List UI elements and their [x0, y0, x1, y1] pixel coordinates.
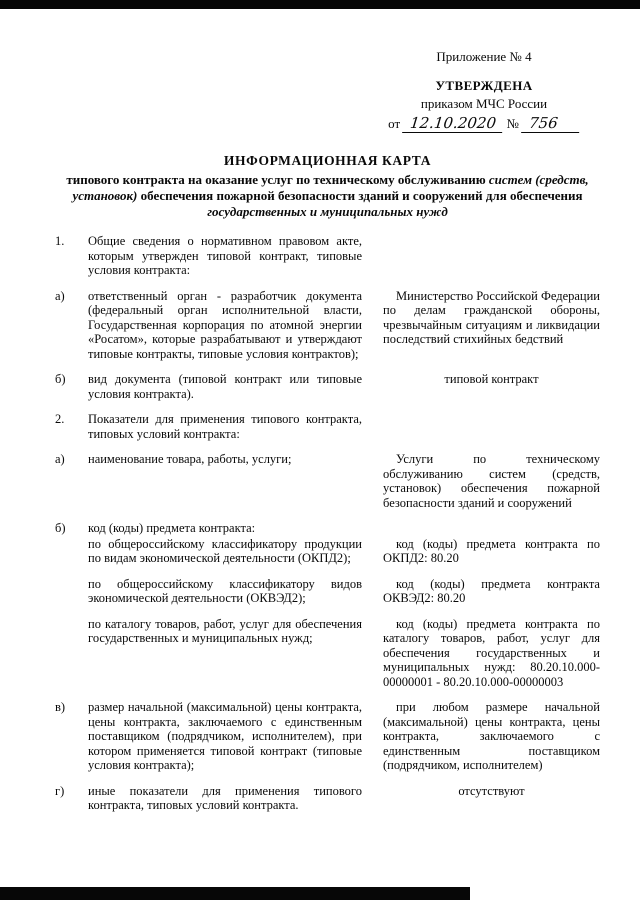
subtitle-part-2: обеспечения пожарной безопасности зданий и сооружений для обеспечения — [137, 188, 583, 203]
row-right-text: Министерство Российской Федерации по делам гражданской обороны, чрезвычайным ситуациям и ликвидации последствий стихийных бедствий — [383, 288, 600, 346]
order-date-handwritten: 12.10.2020 — [403, 116, 505, 133]
row-2a — [55, 452, 600, 510]
approved-by-line: приказом МЧС России — [420, 96, 548, 111]
order-number-handwritten: 756 — [521, 116, 580, 133]
row-1a — [55, 289, 600, 362]
annex-label: Приложение № 4 — [436, 49, 532, 64]
row-marker: а) — [55, 288, 65, 303]
row-2b-head — [55, 521, 600, 536]
subtitle-part-1: типового контракта на оказание услуг по техническому обслуживанию — [66, 172, 489, 187]
row-right-text: типовой контракт — [444, 372, 539, 386]
row-left-text: по общероссийскому классификатору продукции по видам экономической деятельности (ОКПД2); — [88, 536, 362, 565]
row-2v — [55, 700, 600, 773]
row-marker: б) — [55, 372, 66, 386]
row-marker: б) — [55, 521, 66, 535]
row-right-text: код (коды) предмета контракта по каталогу товаров, работ, услуг для обеспечения государственных и муниципальных нужд: 80.20.10.000-00000001 - 80.20.10.000-00000003 — [383, 616, 600, 689]
row-left-text: по общероссийскому классификатору видов экономической деятельности (ОКВЭД2); — [88, 576, 362, 605]
row-left-text: иные показатели для применения типового контракта, типовых условий контракта. — [88, 783, 362, 812]
row-2b-okpd2 — [55, 537, 600, 566]
row-marker: 2. — [55, 412, 65, 426]
row-left-text: вид документа (типовой контракт или типовые условия контракта). — [88, 372, 362, 401]
row-right-text: код (коды) предмета контракта по ОКПД2: 80.20 — [383, 536, 600, 565]
row-marker: а) — [55, 452, 65, 466]
row-right-text: Услуги по техническому обслуживанию систем (средств, установок) обеспечения пожарной безопасности зданий и сооружений — [383, 452, 600, 510]
row-section-2 — [55, 412, 600, 441]
row-2b-okved2 — [55, 577, 600, 606]
row-right-text: при любом размере начальной (максимальной) цены контракта, цены контракта, заключаемого с единственным поставщиком (подрядчиком, исполнителем) — [383, 700, 600, 772]
document-title: ИНФОРМАЦИОННАЯ КАРТА — [223, 153, 432, 168]
row-2g — [55, 784, 600, 813]
row-left-text: Показатели для применения типового контракта, типовых условий контракта: — [88, 412, 362, 441]
row-section-1 — [55, 234, 600, 278]
scan-artifact-bottom-bar — [0, 887, 470, 900]
row-2b-catalog — [55, 617, 600, 690]
row-marker: в) — [55, 700, 66, 714]
subtitle-italic-1: систем (средств, установок) — [72, 172, 589, 203]
row-1b — [55, 372, 600, 401]
number-sign: № — [506, 116, 519, 131]
approved-label: УТВЕРЖДЕНА — [435, 78, 533, 93]
order-date-line — [368, 115, 600, 133]
from-label: от — [388, 116, 401, 131]
row-left-text: по каталогу товаров, работ, услуг для обеспечения государственных и муниципальных нужд; — [88, 616, 362, 645]
row-right-text: отсутствуют — [458, 783, 525, 798]
document-content — [55, 0, 600, 824]
row-left-text: наименование товара, работы, услуги; — [88, 452, 292, 466]
row-left-text: размер начальной (максимальной) цены контракта, цены контракта, заключаемого с единственным поставщиком (подрядчиком, исполнителем), при котором применяется типовой контракт (типовые условия контракта); — [88, 700, 362, 772]
row-marker: 1. — [55, 234, 65, 248]
document-subtitle — [55, 172, 600, 220]
row-left-text: ответственный орган - разработчик документа (федеральный орган исполнительной власти, Государственная корпорация по атомной энергии «Росатом», которые разрабатывают и утверждают типовые контракты, типовые условия контрактов); — [88, 288, 362, 361]
subtitle-italic-2: государственных и муниципальных нужд — [207, 204, 448, 219]
info-card-table — [55, 234, 600, 813]
row-left-text: Общие сведения о нормативном правовом акте, которым утвержден типовой контракт, типовые условия контракта: — [88, 234, 362, 277]
approval-stamp-block — [368, 48, 600, 133]
row-left-text: код (коды) предмета контракта: — [88, 521, 256, 535]
row-right-text: код (коды) предмета контракта ОКВЭД2: 80.20 — [383, 576, 600, 605]
row-marker: г) — [55, 783, 65, 798]
